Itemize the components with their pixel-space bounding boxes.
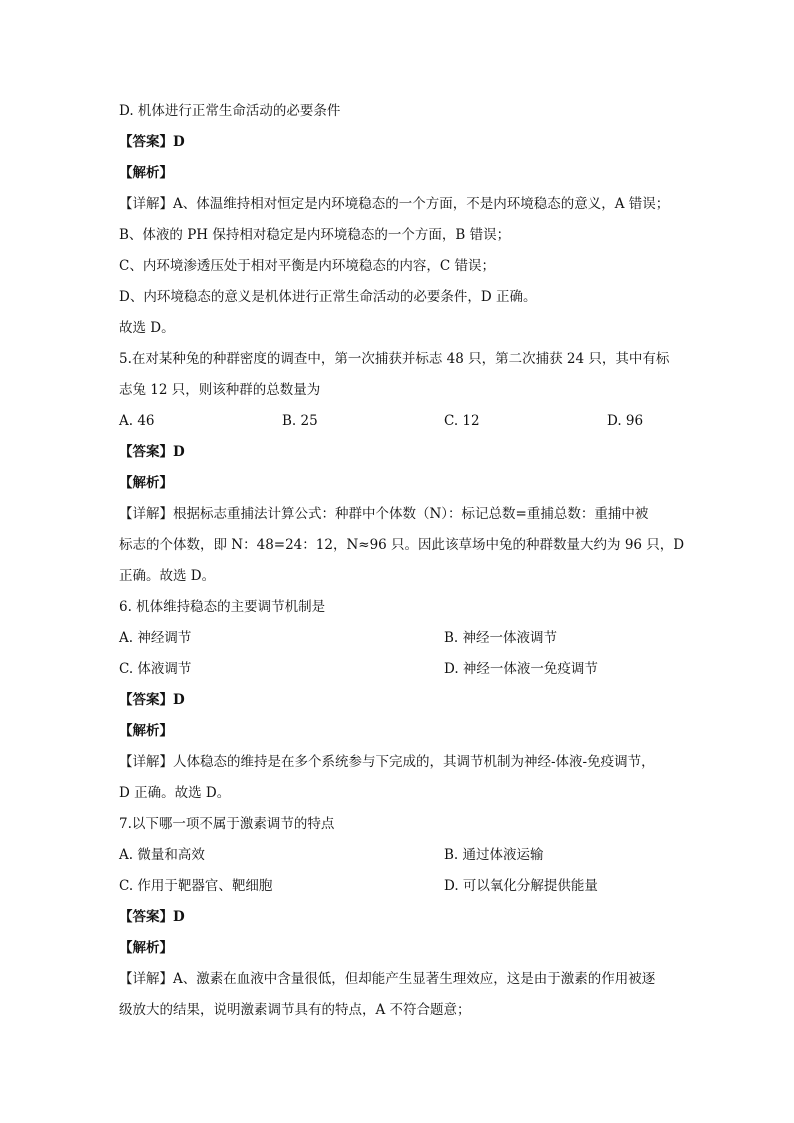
- detail-line: 级放大的结果，说明激素调节具有的特点，A 不符合题意；: [119, 1002, 471, 1018]
- conclusion-line: 故选 D。: [119, 320, 175, 336]
- analysis-label: 【解析】: [119, 723, 173, 739]
- detail-line: 【详解】A、体温维持相对恒定是内环境稳态的一个方面，不是内环境稳态的意义，A 错误；: [119, 196, 670, 212]
- analysis-label: 【解析】: [119, 165, 173, 181]
- detail-line: 【详解】人体稳态的维持是在多个系统参与下完成的，其调节机制为神经-体液-免疫调节，: [119, 754, 655, 770]
- detail-line: 【详解】根据标志重捕法计算公式：种群中个体数（N）：标记总数=重捕总数：重捕中被: [119, 506, 649, 522]
- option-a: A. 神经调节: [119, 630, 192, 646]
- question-7: 7.以下哪一项不属于激素调节的特点: [119, 816, 335, 832]
- option-a: A. 46: [119, 413, 155, 429]
- option-c: C. 体液调节: [119, 661, 192, 677]
- option-b: B. 25: [282, 413, 318, 429]
- detail-line: D、内环境稳态的意义是机体进行正常生命活动的必要条件，D 正确。: [119, 289, 537, 305]
- option-d: D. 可以氧化分解提供能量: [444, 878, 598, 894]
- option-c: C. 作用于靶器官、靶细胞: [119, 878, 273, 894]
- option-d-line: D. 机体进行正常生命活动的必要条件: [119, 103, 341, 119]
- option-b: B. 通过体液运输: [444, 847, 544, 863]
- answer-label: 【答案】D: [119, 692, 185, 708]
- answer-label: 【答案】D: [119, 909, 185, 925]
- option-c: C. 12: [444, 413, 480, 429]
- detail-line: 标志的个体数，即 N：48=24：12，N≈96 只。因此该草场中兔的种群数量大约为 96 只，D: [119, 537, 685, 553]
- options-row: [119, 840, 794, 871]
- analysis-label: 【解析】: [119, 940, 173, 956]
- detail-line: B、体液的 PH 保持相对稳定是内环境稳态的一个方面，B 错误；: [119, 227, 511, 243]
- options-row: [119, 654, 794, 685]
- answer-label: 【答案】D: [119, 444, 185, 460]
- option-a: A. 微量和高效: [119, 847, 205, 863]
- options-row: [119, 406, 794, 437]
- detail-line: 【详解】A、激素在血液中含量很低，但却能产生显著生理效应，这是由于激素的作用被逐: [119, 971, 656, 987]
- option-b: B. 神经一体液调节: [444, 630, 558, 646]
- analysis-label: 【解析】: [119, 475, 173, 491]
- question-5-cont: 志兔 12 只，则该种群的总数量为: [119, 382, 321, 398]
- options-row: [119, 623, 794, 654]
- detail-line: C、内环境渗透压处于相对平衡是内环境稳态的内容，C 错误；: [119, 258, 495, 274]
- detail-line: 正确。故选 D。: [119, 568, 216, 584]
- question-5: 5.在对某种兔的种群密度的调查中，第一次捕获并标志 48 只，第二次捕获 24 只，其中有标: [119, 351, 670, 367]
- answer-label: 【答案】D: [119, 134, 185, 150]
- question-6: 6. 机体维持稳态的主要调节机制是: [119, 599, 326, 615]
- detail-line: D 正确。故选 D。: [119, 785, 231, 801]
- option-d: D. 神经一体液一免疫调节: [444, 661, 598, 677]
- option-d: D. 96: [607, 413, 644, 429]
- options-row: [119, 871, 794, 902]
